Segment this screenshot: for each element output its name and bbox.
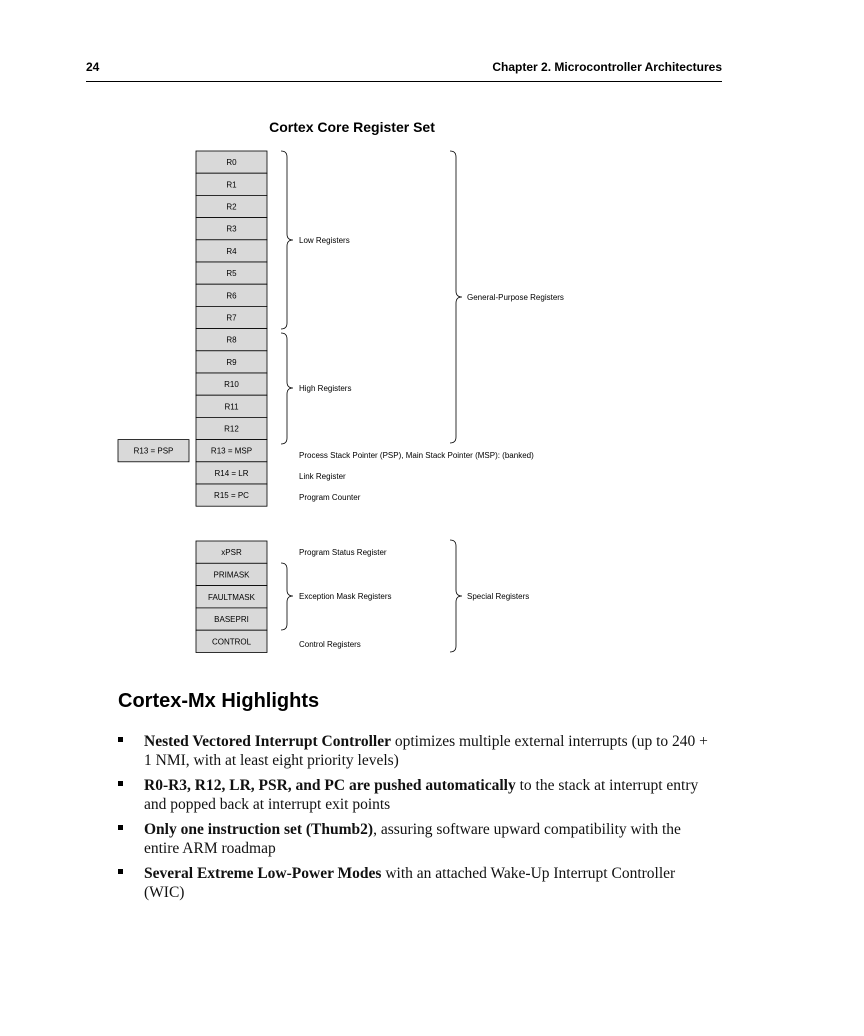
control-registers-label: Control Registers: [299, 640, 361, 649]
bullet-icon: [118, 781, 123, 786]
program-status-label: Program Status Register: [299, 548, 387, 557]
highlight-item: [118, 864, 718, 902]
register-r13-msp-label: R13 = MSP: [210, 446, 253, 456]
program-counter-label: Program Counter: [299, 493, 361, 502]
register-r12-label: R12: [224, 424, 239, 434]
link-register-label: Link Register: [299, 472, 346, 481]
special-registers-label: Special Registers: [467, 592, 530, 601]
register-xpsr: [196, 541, 267, 563]
general-purpose-brace: [450, 151, 462, 443]
register-r1-label: R1: [226, 180, 237, 190]
register-r4: [196, 240, 267, 262]
register-r14-lr: [196, 462, 267, 484]
register-r5-label: R5: [226, 269, 237, 279]
register-r2-label: R2: [226, 202, 237, 212]
register-r11-label: R11: [224, 402, 239, 412]
register-r12: [196, 417, 267, 439]
diagram-title: Cortex Core Register Set: [269, 119, 435, 135]
register-r13-psp-label: R13 = PSP: [133, 446, 174, 456]
page-number: 24: [86, 60, 100, 74]
register-primask-label: PRIMASK: [213, 570, 250, 580]
register-r7-label: R7: [226, 313, 237, 323]
highlight-bold-text: Only one instruction set (Thumb2): [144, 821, 374, 838]
low-registers-brace: [281, 151, 293, 329]
register-primask: [196, 563, 267, 585]
highlight-bold-text: Nested Vectored Interrupt Controller: [144, 733, 391, 750]
register-r6-label: R6: [226, 291, 237, 301]
highlight-bold-text: Several Extreme Low-Power Modes: [144, 865, 382, 882]
register-r3: [196, 218, 267, 240]
exception-mask-label: Exception Mask Registers: [299, 592, 392, 601]
register-r6: [196, 284, 267, 306]
special-registers-brace: [450, 540, 462, 652]
special-register-stack: [196, 541, 267, 653]
stack-pointer-label: Process Stack Pointer (PSP), Main Stack Pointer (MSP): (banked): [299, 451, 534, 460]
register-r8: [196, 329, 267, 351]
low-registers-label: Low Registers: [299, 236, 350, 245]
register-r13-psp: [118, 440, 189, 462]
core-register-stack: [118, 151, 267, 506]
highlights-list: [118, 732, 718, 908]
high-registers-brace: [281, 333, 293, 444]
highlight-text: , assuring software upward compatibility with the entire ARM roadmap: [144, 821, 681, 857]
register-r0: [196, 151, 267, 173]
highlight-text: optimizes multiple external interrupts (up to 240 + 1 NMI, with at least eight priority levels): [144, 733, 708, 769]
register-r4-label: R4: [226, 246, 237, 256]
register-r11: [196, 395, 267, 417]
register-r0-label: R0: [226, 158, 237, 168]
high-registers-label: High Registers: [299, 384, 352, 393]
register-r9: [196, 351, 267, 373]
register-basepri-label: BASEPRI: [214, 615, 249, 625]
register-r14-lr-label: R14 = LR: [214, 468, 249, 478]
chapter-heading: Chapter 2. Microcontroller Architectures: [492, 60, 722, 74]
register-basepri: [196, 608, 267, 630]
register-r15-pc: [196, 484, 267, 506]
register-r13-msp: [196, 440, 267, 462]
register-r3-label: R3: [226, 224, 237, 234]
highlight-item: [118, 776, 718, 814]
bullet-icon: [118, 869, 123, 874]
register-faultmask-label: FAULTMASK: [208, 592, 255, 602]
register-r5: [196, 262, 267, 284]
highlight-item: [118, 732, 718, 770]
exception-mask-brace: [281, 563, 293, 630]
register-r1: [196, 173, 267, 195]
register-r15-pc-label: R15 = PC: [214, 491, 249, 501]
register-xpsr-label: xPSR: [221, 548, 242, 558]
register-r10: [196, 373, 267, 395]
bullet-icon: [118, 825, 123, 830]
register-r10-label: R10: [224, 380, 239, 390]
register-control: [196, 630, 267, 652]
register-r7: [196, 306, 267, 328]
bullet-icon: [118, 737, 123, 742]
highlight-text: to the stack at interrupt entry and popped back at interrupt exit points: [144, 777, 699, 813]
register-r2: [196, 195, 267, 217]
highlight-item: [118, 820, 718, 858]
highlight-bold-text: R0-R3, R12, LR, PSR, and PC are pushed automatically: [144, 777, 516, 794]
register-r9-label: R9: [226, 357, 237, 367]
general-purpose-label: General-Purpose Registers: [467, 293, 564, 302]
register-r8-label: R8: [226, 335, 237, 345]
register-control-label: CONTROL: [211, 637, 252, 647]
highlights-heading: Cortex-Mx Highlights: [118, 690, 320, 712]
highlight-text: with an attached Wake-Up Interrupt Controller (WIC): [144, 865, 676, 901]
register-faultmask: [196, 586, 267, 608]
